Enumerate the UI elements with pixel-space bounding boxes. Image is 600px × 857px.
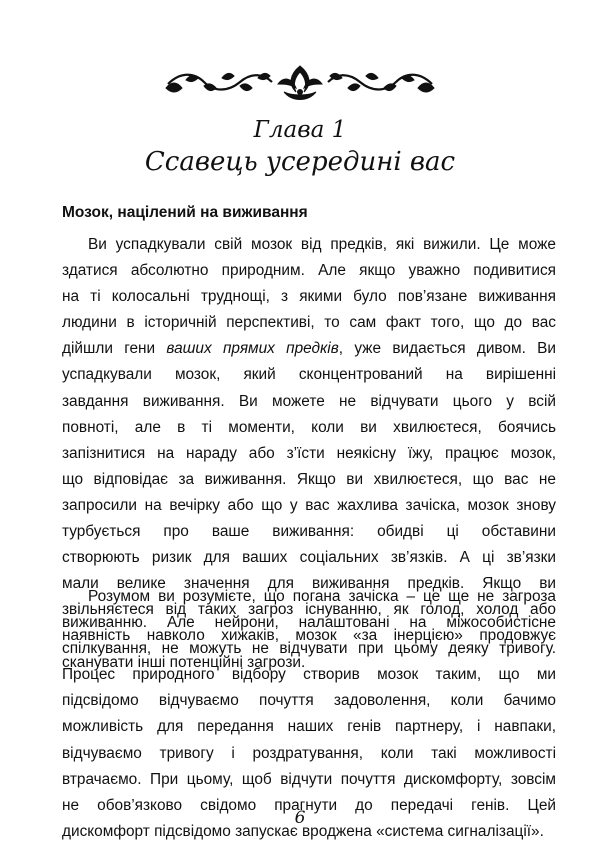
paragraph-line: здатися абсолютно природним. Але якщо уважно подивитися [62, 262, 556, 280]
paragraph-line: повноті, але в ті моменти, коли ви хвилюєтеся, боячись [62, 418, 556, 436]
paragraph-line: сканувати інші потенційні загрози. [62, 653, 306, 671]
paragraph-line: Розумом ви розумієте, що погана зачіска – це ще не загроза [88, 588, 556, 605]
paragraph-line: можливість для передання наших генів партнеру, і навпаки, [62, 718, 556, 736]
paragraph-line: спілкування, не можуть не відчувати при цьому деяку тривогу. [62, 640, 556, 658]
chapter-label: Глава 1 [253, 117, 347, 143]
paragraph-line: Процес природного відбору створив мозок таким, що ми [62, 666, 556, 684]
paragraph-line: що відповідає за виживання. Якщо ви хвилюєтеся, що вас не [62, 470, 556, 488]
paragraph-line: завдання виживання. Ви можете не відчувати цього у всій [62, 392, 556, 410]
paragraph-line: запросили на вечірку або що у вас жахлива зачіска, мозок знову [62, 496, 556, 514]
paragraph-line: успадкували мозок, який сконцентрований на вирішенні [62, 366, 556, 384]
paragraph-2 [62, 584, 556, 845]
paragraph-line: Ви успадкували свій мозок від предків, які вижили. Це може [88, 236, 556, 253]
paragraph-line: звільняєтеся від таких загроз існуванню, як голод, холод або [62, 601, 556, 619]
paragraph-line: підсвідомо відчуваємо почуття задоволення, коли бачимо [62, 692, 556, 710]
paragraph-line: мали велике значення для виживання предків. Якщо ви [62, 575, 556, 593]
paragraph-line: на ті колосальні труднощі, з якими було пов’язане виживання [62, 288, 556, 306]
paragraph-line-with-emphasis [62, 336, 556, 362]
line-text: , уже видається дивом. Ви [338, 340, 556, 358]
paragraph-line: створюють ризик для ваших соціальних зв’язків. А ці зв’язки [62, 549, 556, 567]
paragraph-line: втрачаємо. При цьому, щоб відчути почуття дискомфорту, зовсім [62, 770, 556, 788]
page-number: 6 [294, 808, 306, 828]
paragraph-line: відчуваємо тривогу і роздратування, коли такі можливості [62, 744, 556, 762]
paragraph-line: виживанню. Але нейрони, налаштовані на міжособистісне [62, 614, 556, 632]
paragraph-line: дискомфорт підсвідомо запускає вроджена «система сигналізації». [62, 822, 544, 840]
decorative-ornament-icon [160, 62, 440, 106]
paragraph-line: не обов’язково свідомо прагнути до передачі генів. Цей [62, 796, 556, 814]
line-text: дійшли гени [62, 340, 167, 358]
paragraph-line: наявність навколо хижаків, мозок «за інерцією» продовжує [62, 627, 556, 645]
paragraph-line: запізнитися на нараду або з’їсти неякісну їжу, працює мозок, [62, 444, 556, 462]
paragraph-line: людини в історичній перспективі, то сам факт того, що до вас [62, 314, 556, 332]
emphasis-text: ваших прямих предків [166, 340, 339, 358]
paragraph-line: турбується про ваше виживання: обидві ці обставини [62, 523, 556, 541]
section-heading: Мозок, націлений на виживання [62, 204, 308, 221]
chapter-title: Ссавець усередині вас [144, 147, 456, 177]
